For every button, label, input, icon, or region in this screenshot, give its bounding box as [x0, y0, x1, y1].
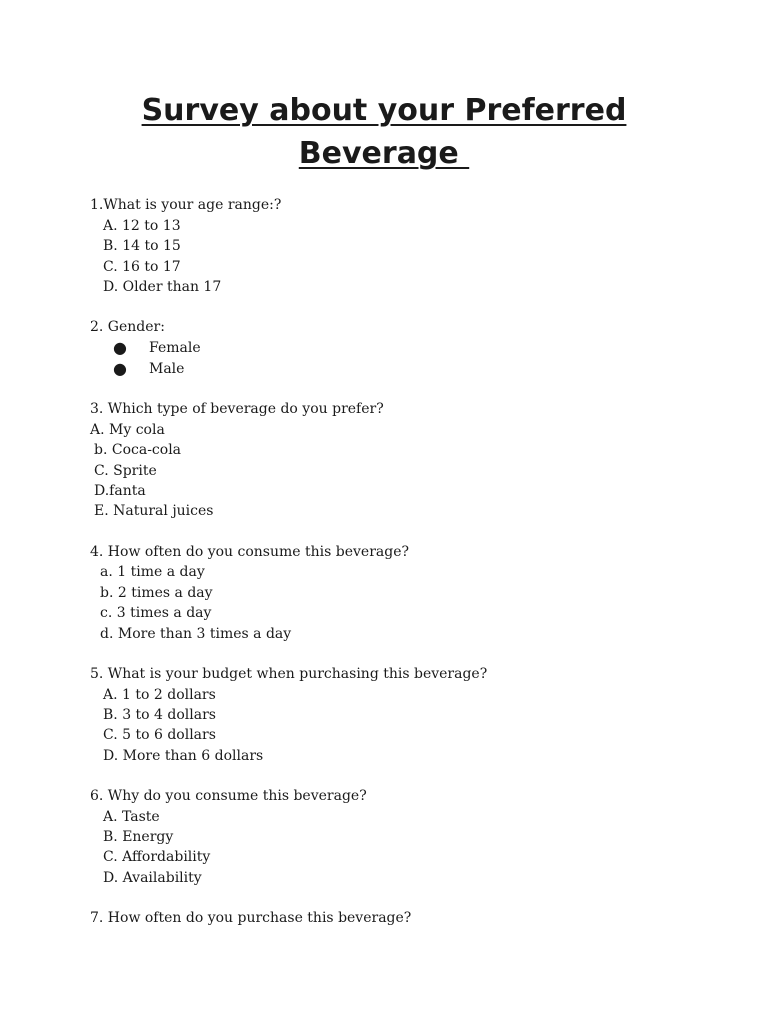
question-5: 5. What is your budget when purchasing this beverage? — [90, 666, 488, 682]
bullet-icon: ● — [113, 359, 127, 378]
q6-option-d: D. Availability — [103, 870, 202, 886]
q3-option-b: b. Coca-cola — [94, 442, 182, 458]
q3-option-e: E. Natural juices — [94, 503, 214, 519]
question-6: 6. Why do you consume this beverage? — [90, 788, 367, 804]
q5-option-a: A. 1 to 2 dollars — [103, 687, 216, 703]
question-7: 7. How often do you purchase this beverage? — [90, 910, 412, 926]
question-4: 4. How often do you consume this beverage? — [90, 544, 409, 560]
question-1: 1.What is your age range:? — [90, 197, 282, 213]
q1-option-a: A. 12 to 13 — [103, 218, 181, 234]
q6-option-a: A. Taste — [103, 809, 160, 825]
q4-option-b: b. 2 times a day — [100, 585, 213, 601]
q1-option-d: D. Older than 17 — [103, 279, 222, 295]
title-line-2: Beverage — [298, 136, 470, 171]
q1-option-b: B. 14 to 15 — [103, 238, 181, 254]
q6-option-c: C. Affordability — [103, 849, 211, 865]
q4-option-d: d. More than 3 times a day — [100, 626, 292, 642]
q5-option-b: B. 3 to 4 dollars — [103, 707, 216, 723]
q4-option-a: a. 1 time a day — [100, 564, 205, 580]
q3-option-c: C. Sprite — [94, 463, 157, 479]
q6-option-b: B. Energy — [103, 829, 174, 845]
q3-option-a: A. My cola — [90, 422, 165, 438]
title-line-1: Survey about your Preferred — [141, 93, 627, 128]
q3-option-d: D.fanta — [94, 483, 146, 499]
q4-option-c: c. 3 times a day — [100, 605, 212, 621]
question-3: 3. Which type of beverage do you prefer? — [90, 401, 384, 417]
page-title — [0, 89, 768, 175]
q2-option-male: Male — [149, 361, 185, 377]
q5-option-d: D. More than 6 dollars — [103, 748, 264, 764]
q1-option-c: C. 16 to 17 — [103, 259, 181, 275]
q2-option-female: Female — [149, 340, 201, 356]
question-2: 2. Gender: — [90, 319, 165, 335]
q5-option-c: C. 5 to 6 dollars — [103, 727, 216, 743]
bullet-icon: ● — [113, 338, 127, 357]
